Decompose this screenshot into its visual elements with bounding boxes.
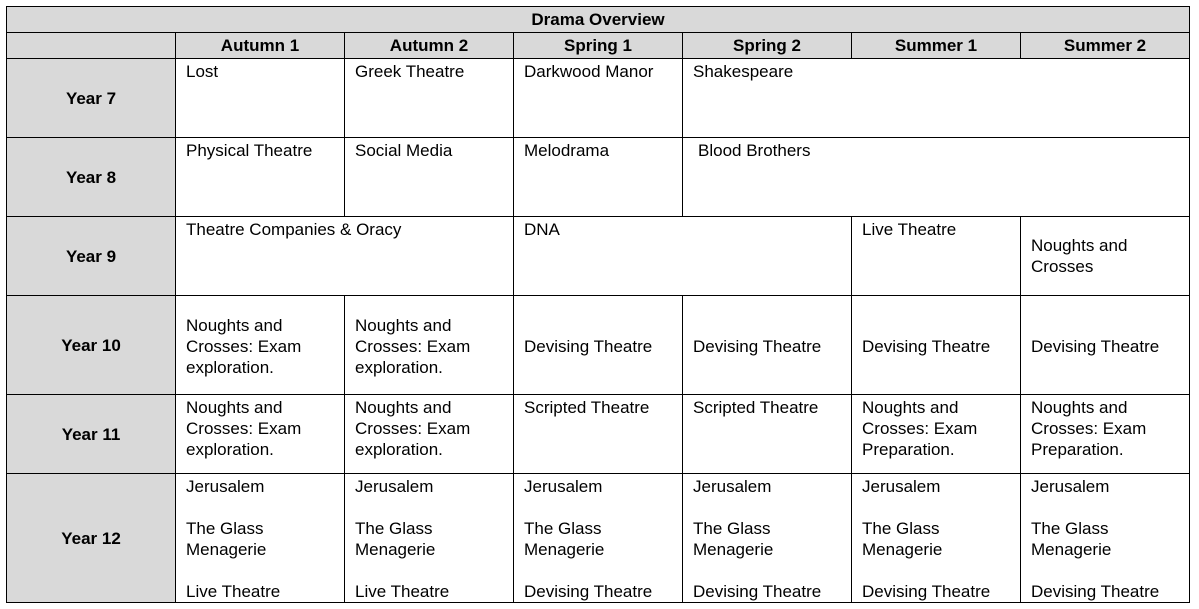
topic-cell: DNA — [514, 217, 852, 296]
topic-cell: Darkwood Manor — [514, 59, 683, 138]
year-label: Year 7 — [7, 59, 176, 138]
topic-cell — [1021, 395, 1190, 474]
topic-cell: Blood Brothers — [683, 138, 1190, 217]
topic-line: Devising Theatre — [524, 582, 653, 601]
topic-cell — [345, 395, 514, 474]
topic-line: Menagerie — [862, 540, 943, 559]
topic-line: Crosses: Exam — [1031, 419, 1147, 438]
topic-cell: Melodrama — [514, 138, 683, 217]
topic-cell: Shakespeare — [683, 59, 1190, 138]
topic-cell — [852, 395, 1021, 474]
topic-line: Crosses: Exam — [355, 419, 471, 438]
topic-line: Noughts and — [1031, 398, 1128, 417]
topic-line: Crosses: Exam — [355, 336, 471, 356]
topic-line: Preparation. — [862, 440, 955, 459]
topic-line: Jerusalem — [524, 477, 603, 496]
topic-line: Live Theatre — [355, 582, 450, 601]
year-label: Year 10 — [7, 296, 176, 395]
topic-line: Menagerie — [355, 540, 436, 559]
topic-cell: Greek Theatre — [345, 59, 514, 138]
topic-line: The Glass — [1031, 519, 1109, 538]
topic-line: exploration. — [355, 357, 443, 377]
year-label: Year 11 — [7, 395, 176, 474]
topic-cell — [345, 296, 514, 395]
topic-cell — [1021, 217, 1190, 296]
topic-cell: Devising Theatre — [683, 296, 852, 395]
term-header-spring-2: Spring 2 — [683, 33, 852, 59]
topic-cell — [852, 474, 1021, 603]
topic-line: Menagerie — [186, 540, 267, 559]
year-label: Year 8 — [7, 138, 176, 217]
topic-line: Crosses: Exam — [862, 419, 978, 438]
topic-line: Devising Theatre — [693, 582, 822, 601]
topic-line: Noughts and — [1031, 236, 1128, 255]
topic-line: Crosses — [1031, 257, 1094, 276]
term-header-spring-1: Spring 1 — [514, 33, 683, 59]
topic-line: Menagerie — [693, 540, 774, 559]
topic-line: The Glass — [355, 519, 433, 538]
topic-line: Noughts and — [186, 315, 283, 335]
topic-line: Devising Theatre — [862, 582, 991, 601]
table-title: Drama Overview — [7, 7, 1190, 33]
topic-line: Jerusalem — [355, 477, 434, 496]
topic-cell — [176, 395, 345, 474]
drama-overview-table — [6, 6, 1190, 603]
topic-cell — [683, 474, 852, 603]
table-row-year-7 — [7, 59, 1190, 138]
topic-line: The Glass — [862, 519, 940, 538]
topic-line: The Glass — [186, 519, 264, 538]
topic-cell: Devising Theatre — [514, 296, 683, 395]
topic-cell: Scripted Theatre — [683, 395, 852, 474]
term-header-summer-1: Summer 1 — [852, 33, 1021, 59]
topic-line: Jerusalem — [862, 477, 941, 496]
topic-line: The Glass — [524, 519, 602, 538]
topic-line: exploration. — [355, 440, 443, 459]
table-row-year-9 — [7, 217, 1190, 296]
topic-line: Menagerie — [1031, 540, 1112, 559]
topic-line: exploration. — [186, 357, 274, 377]
topic-cell — [345, 474, 514, 603]
topic-cell: Social Media — [345, 138, 514, 217]
topic-line: The Glass — [693, 519, 771, 538]
topic-line: Preparation. — [1031, 440, 1124, 459]
header-row — [7, 33, 1190, 59]
topic-line: Noughts and — [186, 398, 283, 417]
topic-line: Jerusalem — [1031, 477, 1110, 496]
topic-cell: Devising Theatre — [1021, 296, 1190, 395]
topic-cell — [176, 474, 345, 603]
table-row-year-11 — [7, 395, 1190, 474]
topic-line: Live Theatre — [186, 582, 281, 601]
topic-cell: Theatre Companies & Oracy — [176, 217, 514, 296]
topic-line: Noughts and — [862, 398, 959, 417]
term-header-autumn-1: Autumn 1 — [176, 33, 345, 59]
topic-cell: Physical Theatre — [176, 138, 345, 217]
topic-line: Jerusalem — [186, 477, 265, 496]
topic-line: Jerusalem — [693, 477, 772, 496]
topic-cell: Devising Theatre — [852, 296, 1021, 395]
table-row-year-8 — [7, 138, 1190, 217]
term-header-autumn-2: Autumn 2 — [345, 33, 514, 59]
table-row-year-10 — [7, 296, 1190, 395]
topic-line: Noughts and — [355, 398, 452, 417]
table-row-year-12 — [7, 474, 1190, 603]
year-label: Year 12 — [7, 474, 176, 603]
term-header-summer-2: Summer 2 — [1021, 33, 1190, 59]
topic-line: Devising Theatre — [1031, 582, 1160, 601]
topic-cell — [1021, 474, 1190, 603]
topic-line: Noughts and — [355, 315, 452, 335]
corner-cell — [7, 33, 176, 59]
topic-cell: Live Theatre — [852, 217, 1021, 296]
topic-line: Crosses: Exam — [186, 419, 302, 438]
topic-line: Menagerie — [524, 540, 605, 559]
topic-cell — [176, 296, 345, 395]
topic-cell — [514, 474, 683, 603]
topic-cell: Scripted Theatre — [514, 395, 683, 474]
topic-line: Crosses: Exam — [186, 336, 302, 356]
year-label: Year 9 — [7, 217, 176, 296]
topic-line: exploration. — [186, 440, 274, 459]
topic-cell: Lost — [176, 59, 345, 138]
